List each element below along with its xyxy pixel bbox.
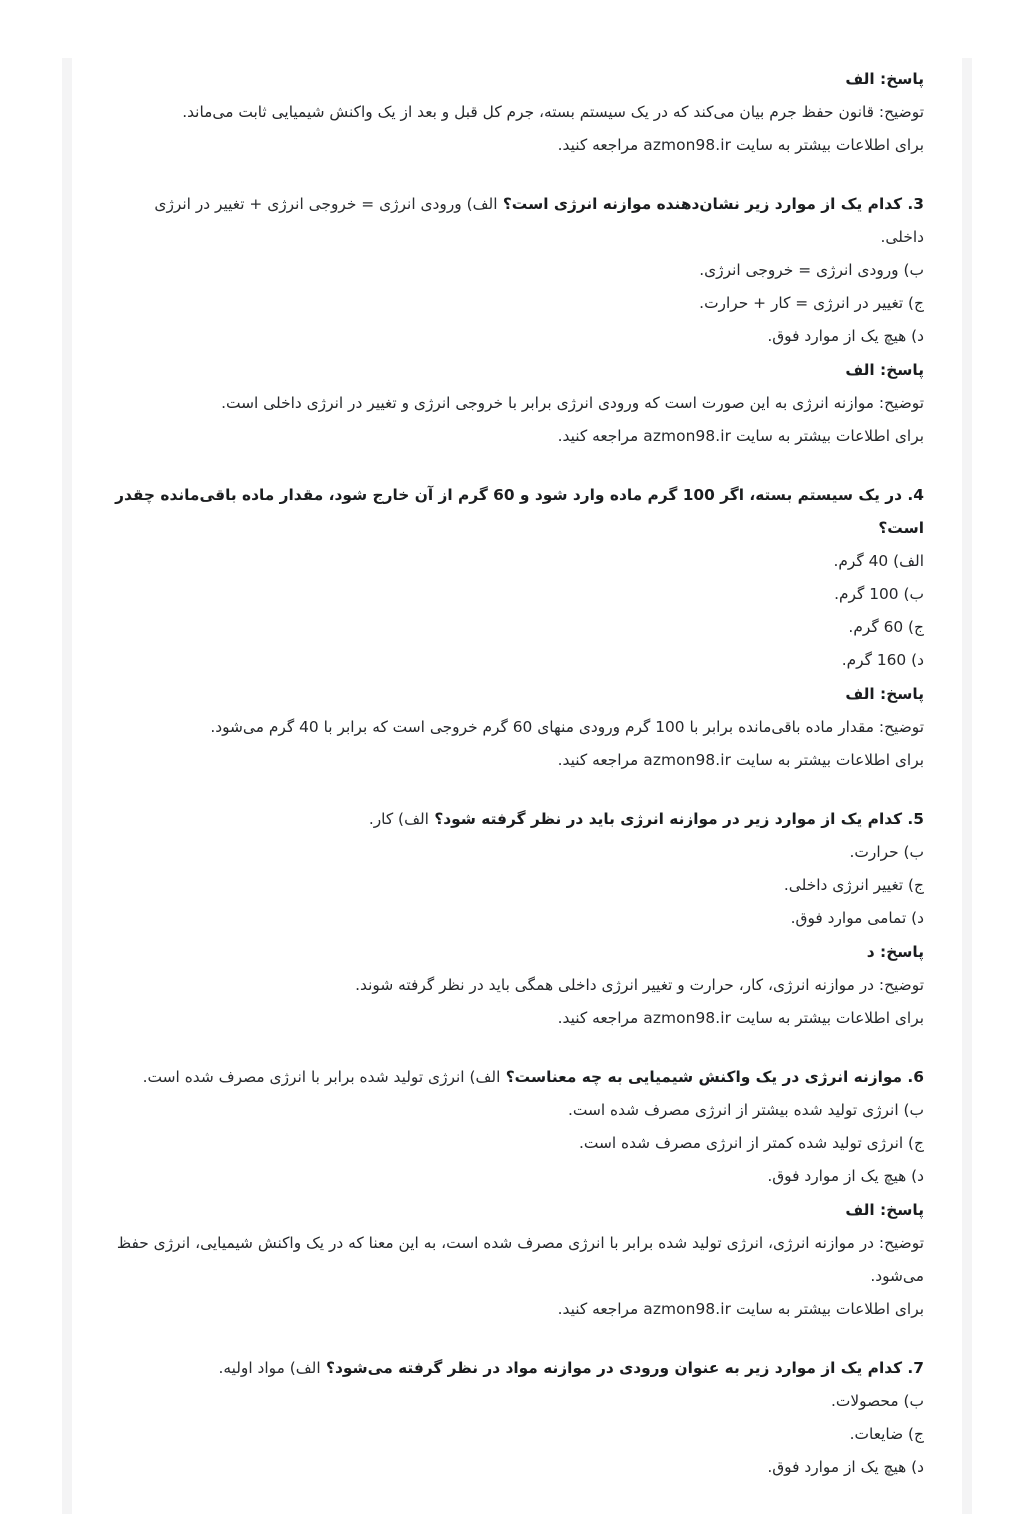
option-a-inline: الف) انرژی تولید شده برابر با انرژی مصرف شده است. [142, 1068, 501, 1086]
question-section [110, 188, 924, 453]
question-heading [110, 1061, 924, 1094]
question-text: کدام یک از موارد زیر نشان‌دهنده موازنه انرژی است؟ [502, 195, 903, 213]
option-a-inline: الف) ورودی انرژی = خروجی انرژی + تغییر در انرژی داخلی. [154, 195, 924, 246]
question-section [110, 1352, 924, 1484]
answer-line: پاسخ: الف [845, 1201, 924, 1219]
option-b: ب) ورودی انرژی = خروجی انرژی. [699, 261, 924, 279]
option-b: ب) محصولات. [830, 1392, 924, 1410]
option-a-inline: الف) مواد اولیه. [218, 1359, 321, 1377]
explanation-line: توضیح: در موازنه انرژی، انرژی تولید شده برابر با انرژی مصرف شده است، به این معنا که در یک واکنش شیمیایی، انرژی حفظ می‌شود. [116, 1234, 924, 1285]
question-text: موازنه انرژی در یک واکنش شیمیایی به چه معناست؟ [505, 1068, 903, 1086]
question-heading [110, 1352, 924, 1385]
question-number: 6. [907, 1068, 924, 1086]
answer-line: پاسخ: الف [845, 685, 924, 703]
option-d: د) هیچ یک از موارد فوق. [767, 327, 924, 345]
question-heading [110, 188, 924, 254]
answer-line: پاسخ: الف [845, 361, 924, 379]
site-reference-line: برای اطلاعات بیشتر به سایت azmon98.ir مراجعه کنید. [557, 1300, 924, 1318]
site-reference-line: برای اطلاعات بیشتر به سایت azmon98.ir مراجعه کنید. [557, 136, 924, 154]
site-reference-line: برای اطلاعات بیشتر به سایت azmon98.ir مراجعه کنید. [557, 1009, 924, 1027]
explanation-line: توضیح: مقدار ماده باقی‌مانده برابر با 100 گرم ورودی منهای 60 گرم خروجی است که برابر با 40 گرم می‌شود. [210, 718, 924, 736]
question-section [110, 803, 924, 1035]
question-number: 3. [907, 195, 924, 213]
question-text: کدام یک از موارد زیر در موازنه انرژی باید در نظر گرفته شود؟ [434, 810, 903, 828]
option-d: د) هیچ یک از موارد فوق. [767, 1458, 924, 1476]
option-b: ب) 100 گرم. [834, 585, 924, 603]
site-reference-line: برای اطلاعات بیشتر به سایت azmon98.ir مراجعه کنید. [557, 751, 924, 769]
question-text: در یک سیستم بسته، اگر 100 گرم ماده وارد شود و 60 گرم از آن خارج شود، مقدار ماده باقی‌مانده چقدر است؟ [115, 486, 924, 537]
option-d: د) 160 گرم. [841, 651, 924, 669]
option-a: الف) 40 گرم. [833, 552, 924, 570]
lead-answer-block [110, 63, 924, 162]
question-number: 7. [907, 1359, 924, 1377]
answer-line: پاسخ: الف [845, 70, 924, 88]
question-section [110, 1061, 924, 1326]
site-reference-line: برای اطلاعات بیشتر به سایت azmon98.ir مراجعه کنید. [557, 427, 924, 445]
option-b: ب) انرژی تولید شده بیشتر از انرژی مصرف شده است. [567, 1101, 924, 1119]
question-heading [110, 479, 924, 545]
option-c: ج) انرژی تولید شده کمتر از انرژی مصرف شده است. [578, 1134, 924, 1152]
explanation-line: توضیح: قانون حفظ جرم بیان می‌کند که در یک سیستم بسته، جرم کل قبل و بعد از یک واکنش شیمیایی ثابت می‌ماند. [182, 103, 924, 121]
explanation-line: توضیح: موازنه انرژی به این صورت است که ورودی انرژی برابر با خروجی انرژی و تغییر در انرژی داخلی است. [221, 394, 924, 412]
option-c: ج) ضایعات. [849, 1425, 924, 1443]
question-text: کدام یک از موارد زیر به عنوان ورودی در موازنه مواد در نظر گرفته می‌شود؟ [326, 1359, 903, 1377]
option-c: ج) تغییر در انرژی = کار + حرارت. [699, 294, 924, 312]
option-b: ب) حرارت. [849, 843, 924, 861]
option-c: ج) تغییر انرژی داخلی. [783, 876, 924, 894]
question-number: 5. [907, 810, 924, 828]
question-section [110, 479, 924, 777]
option-d: د) هیچ یک از موارد فوق. [767, 1167, 924, 1185]
explanation-line: توضیح: در موازنه انرژی، کار، حرارت و تغییر انرژی داخلی همگی باید در نظر گرفته شوند. [355, 976, 924, 994]
document-content [72, 58, 962, 1514]
question-number: 4. [907, 486, 924, 504]
option-d: د) تمامی موارد فوق. [790, 909, 924, 927]
answer-line: پاسخ: د [866, 943, 924, 961]
question-heading [110, 803, 924, 836]
document-page [62, 58, 972, 1514]
option-a-inline: الف) کار. [368, 810, 429, 828]
option-c: ج) 60 گرم. [848, 618, 924, 636]
